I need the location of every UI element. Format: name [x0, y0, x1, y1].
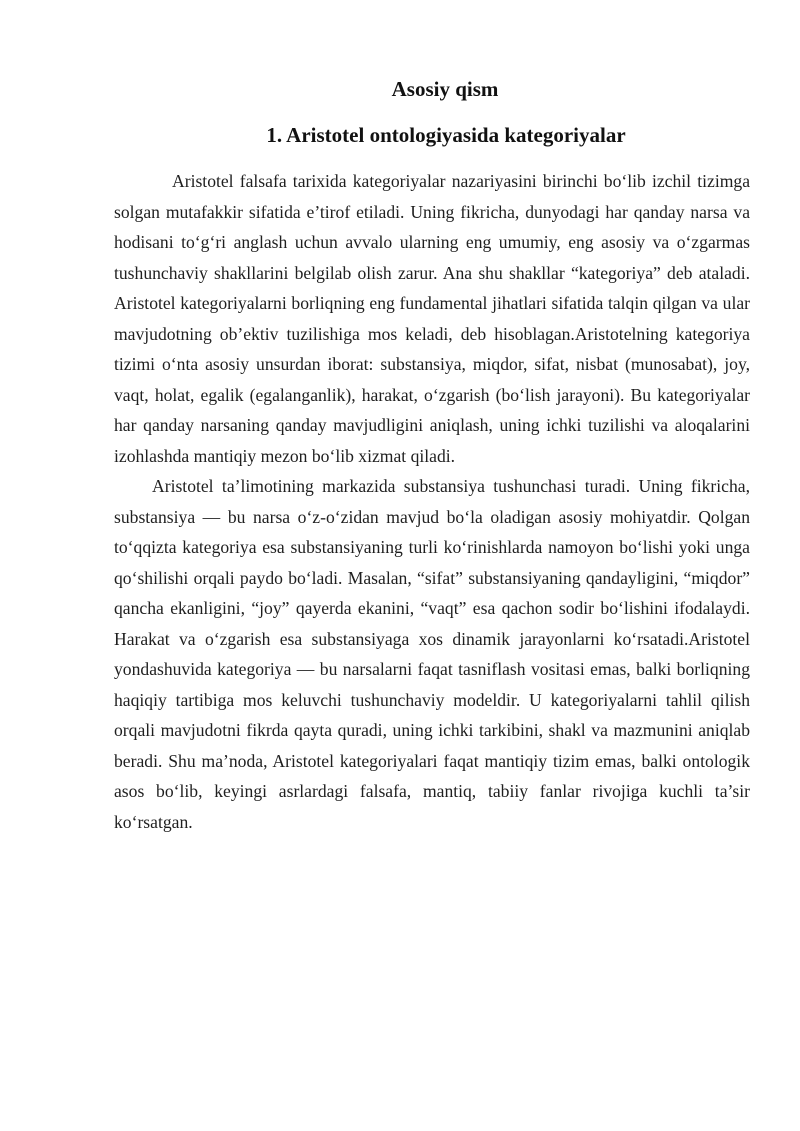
chapter-title: 1. Aristotel ontologiyasida kategoriyalar: [266, 123, 626, 147]
body-text: [114, 166, 750, 837]
paragraph-1: Aristotel falsafa tarixida kategoriyalar nazariyasini birinchi bo‘lib izchil tizimga solgan mutafakkir sifatida e’tirof etiladi. Uning fikricha, dunyodagi har qanday narsa va hodisani to‘g‘ri anglash uchun avvalo ularning eng umumiy, eng asosiy va o‘zgarmas tushunchaviy shakllarini belgilab olish zarur. Ana shu shakllar “kategoriya” deb ataladi. Aristotel kategoriyalarni borliqning eng fundamental jihatlari sifatida talqin qilgan va ular mavjudotning ob’ektiv tuzilishiga mos keladi, deb hisoblagan.Aristotelning kategoriya tizimi o‘nta asosiy unsurdan iborat: substansiya, miqdor, sifat, nisbat (munosabat), joy, vaqt, holat, egalik (egalanganlik), harakat, o‘zgarish (bo‘lish jarayoni). Bu kategoriyalar har qanday narsaning qanday mavjudligini aniqlash, uning ichki tuzilishi va aloqalarini izohlashda mantiqiy mezon bo‘lib xizmat qiladi.: [114, 171, 750, 466]
paragraph-2: Aristotel ta’limotining markazida substansiya tushunchasi turadi. Uning fikricha, substansiya — bu narsa o‘z-o‘zidan mavjud bo‘la oladigan asosiy mohiyatdir. Qolgan to‘qqizta kategoriya esa substansiyaning turli ko‘rinishlarda namoyon bo‘lishi yoki unga qo‘shilishi orqali paydo bo‘ladi. Masalan, “sifat” substansiyaning qandayligini, “miqdor” qancha ekanligini, “joy” qayerda ekanini, “vaqt” esa qachon sodir bo‘lishini ifodalaydi. Harakat va o‘zgarish esa substansiyaga xos dinamik jarayonlarni ko‘rsatadi.Aristotel yondashuvida kategoriya — bu narsalarni faqat tasniflash vositasi emas, balki borliqning haqiqiy tartibiga mos keluvchi tushunchaviy modeldir. U kategoriyalarni tahlil qilish orqali mavjudotni fikrda qayta quradi, uning ichki tarkibini, shakl va mazmunini aniqlab beradi. Shu ma’noda, Aristotel kategoriyalari faqat mantiqiy tizim emas, balki ontologik asos bo‘lib, keyingi asrlardagi falsafa, mantiq, tabiiy fanlar rivojiga kuchli ta’sir ko‘rsatgan.: [114, 476, 750, 832]
section-title: Asosiy qism: [391, 77, 499, 101]
